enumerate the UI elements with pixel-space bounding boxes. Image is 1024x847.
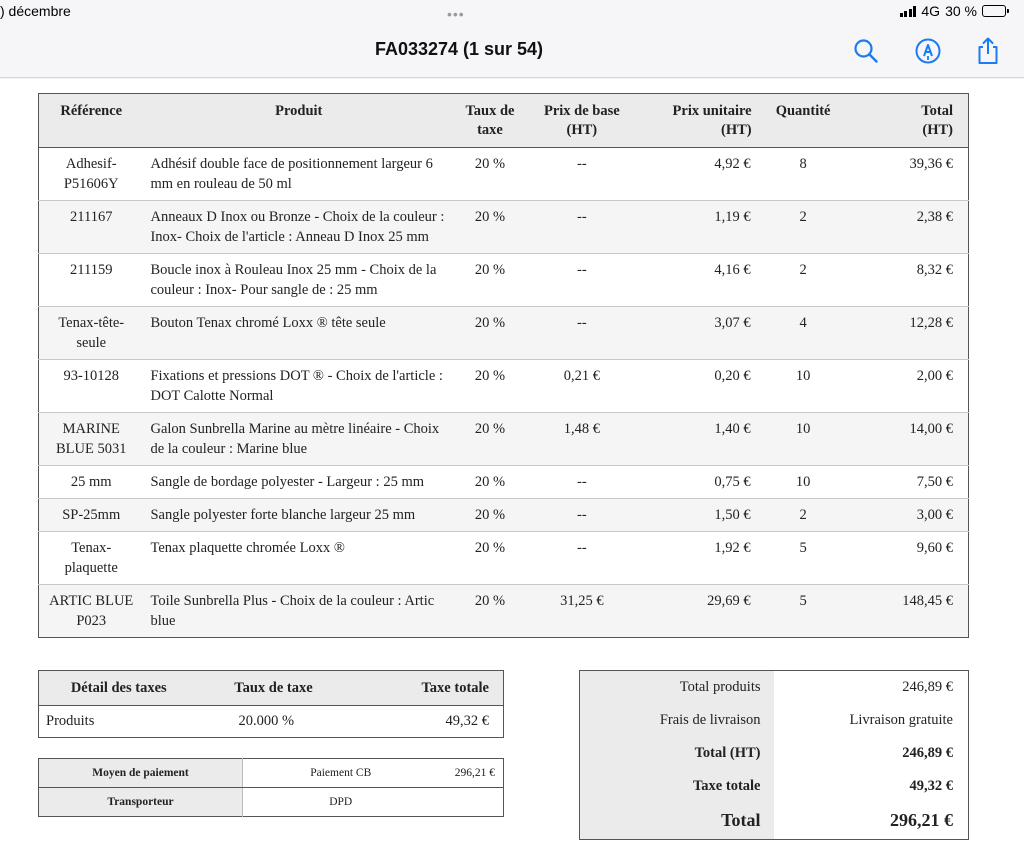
cell-total: 3,00 € — [849, 499, 969, 532]
header-product: Produit — [143, 94, 454, 148]
cell-product: Boucle inox à Rouleau Inox 25 mm - Choix de la couleur : Inox- Pour sangle de : 25 mm — [143, 254, 454, 307]
grand-total-label: Total — [580, 803, 774, 840]
cell-reference: 93-10128 — [39, 360, 144, 413]
cell-quantity: 2 — [758, 201, 849, 254]
tax-row — [39, 706, 504, 738]
cell-product: Toile Sunbrella Plus - Choix de la couleur : Artic blue — [143, 585, 454, 638]
network-type: 4G — [921, 3, 941, 19]
cell-tax-rate: 20 % — [454, 307, 526, 360]
search-button[interactable] — [851, 36, 881, 66]
table-row — [39, 413, 969, 466]
markup-pen-icon — [914, 37, 942, 65]
payment-row — [39, 759, 504, 788]
cell-unit-price: 1,19 € — [638, 201, 758, 254]
cell-reference: Tenax-plaquette — [39, 532, 144, 585]
table-row — [39, 585, 969, 638]
cell-base-price: 0,21 € — [526, 360, 638, 413]
cell-tax-rate: 20 % — [454, 201, 526, 254]
grand-total-value: 296,21 € — [890, 810, 953, 831]
cell-quantity: 2 — [758, 254, 849, 307]
header-tax-rate: Taux de taxe — [199, 671, 349, 706]
summary-row — [580, 704, 969, 737]
header-tax-total: Taxe totale — [349, 671, 504, 706]
table-row — [39, 201, 969, 254]
cell-reference: SP-25mm — [39, 499, 144, 532]
cell-tax-rate: 20 % — [454, 466, 526, 499]
markup-button[interactable] — [913, 36, 943, 66]
cell-quantity: 2 — [758, 499, 849, 532]
shipping-label: Frais de livraison — [580, 704, 774, 737]
share-icon — [975, 36, 1001, 66]
cell-tax-rate: 20 % — [454, 499, 526, 532]
cell-unit-price: 0,75 € — [638, 466, 758, 499]
cell-product: Bouton Tenax chromé Loxx ® tête seule — [143, 307, 454, 360]
cell-tax-rate: 20 % — [454, 585, 526, 638]
payment-amount: 296,21 € — [439, 759, 504, 788]
invoice-items-table — [38, 93, 969, 638]
cell-base-price: -- — [526, 148, 638, 201]
table-row — [39, 532, 969, 585]
tax-label: Produits — [46, 713, 95, 729]
header-tax-rate: Taux de taxe — [454, 94, 526, 148]
total-ht-value: 246,89 € — [902, 744, 953, 761]
cell-quantity: 4 — [758, 307, 849, 360]
cell-total: 148,45 € — [849, 585, 969, 638]
nav-bar — [0, 26, 1024, 78]
summary-row — [580, 770, 969, 803]
share-button[interactable] — [973, 36, 1003, 66]
products-total-value: 246,89 € — [902, 678, 953, 695]
header-total: Total (HT) — [849, 94, 969, 148]
battery-percent: 30 % — [945, 3, 977, 19]
status-date: ) décembre — [0, 3, 71, 19]
cell-product: Sangle polyester forte blanche largeur 25 mm — [143, 499, 454, 532]
cell-unit-price: 1,40 € — [638, 413, 758, 466]
totals-summary-table — [579, 670, 969, 840]
cell-base-price: -- — [526, 466, 638, 499]
cell-product: Sangle de bordage polyester - Largeur : 25 mm — [143, 466, 454, 499]
payment-method-label: Moyen de paiement — [39, 759, 243, 788]
table-row — [39, 307, 969, 360]
battery-icon — [982, 5, 1006, 17]
cell-quantity: 5 — [758, 532, 849, 585]
cell-unit-price: 29,69 € — [638, 585, 758, 638]
cell-reference: Adhesif-P51606Y — [39, 148, 144, 201]
cell-base-price: 1,48 € — [526, 413, 638, 466]
cell-unit-price: 1,50 € — [638, 499, 758, 532]
cell-quantity: 10 — [758, 360, 849, 413]
cellular-signal-icon — [900, 6, 917, 17]
cell-product: Fixations et pressions DOT ® - Choix de l'article : DOT Calotte Normal — [143, 360, 454, 413]
table-row — [39, 466, 969, 499]
cell-unit-price: 1,92 € — [638, 532, 758, 585]
multitasking-dots-icon[interactable]: ••• — [447, 6, 465, 22]
cell-quantity: 10 — [758, 413, 849, 466]
cell-total: 8,32 € — [849, 254, 969, 307]
table-header-row — [39, 94, 969, 148]
table-row — [39, 499, 969, 532]
cell-quantity: 10 — [758, 466, 849, 499]
cell-tax-rate: 20 % — [454, 360, 526, 413]
cell-base-price: 31,25 € — [526, 585, 638, 638]
header-tax-detail: Détail des taxes — [39, 671, 199, 706]
cell-reference: Tenax-tête-seule — [39, 307, 144, 360]
payment-table — [38, 758, 504, 817]
cell-quantity: 8 — [758, 148, 849, 201]
summary-row — [580, 737, 969, 770]
header-base-price: Prix de base (HT) — [526, 94, 638, 148]
cell-reference: 211159 — [39, 254, 144, 307]
cell-tax-rate: 20 % — [454, 413, 526, 466]
cell-base-price: -- — [526, 307, 638, 360]
document-page[interactable] — [0, 79, 1024, 847]
header-quantity: Quantité — [758, 94, 849, 148]
cell-unit-price: 3,07 € — [638, 307, 758, 360]
table-row — [39, 148, 969, 201]
cell-quantity: 5 — [758, 585, 849, 638]
cell-base-price: -- — [526, 201, 638, 254]
cell-tax-rate: 20 % — [454, 532, 526, 585]
header-reference: Référence — [39, 94, 144, 148]
cell-total: 2,00 € — [849, 360, 969, 413]
cell-base-price: -- — [526, 254, 638, 307]
total-ht-label: Total (HT) — [580, 737, 774, 770]
status-indicators — [900, 3, 1006, 19]
tax-total-value: 49,32 € — [909, 777, 953, 794]
cell-reference: 211167 — [39, 201, 144, 254]
cell-total: 7,50 € — [849, 466, 969, 499]
tax-total: 49,32 € — [445, 713, 489, 729]
cell-total: 39,36 € — [849, 148, 969, 201]
cell-reference: 25 mm — [39, 466, 144, 499]
header-unit-price: Prix unitaire (HT) — [638, 94, 758, 148]
cell-base-price: -- — [526, 499, 638, 532]
tax-total-label: Taxe totale — [580, 770, 774, 803]
cell-base-price: -- — [526, 532, 638, 585]
products-total-label: Total produits — [580, 671, 774, 704]
cell-reference: ARTIC BLUE P023 — [39, 585, 144, 638]
cell-tax-rate: 20 % — [454, 254, 526, 307]
cell-total: 2,38 € — [849, 201, 969, 254]
cell-product: Galon Sunbrella Marine au mètre linéaire - Choix de la couleur : Marine blue — [143, 413, 454, 466]
cell-product: Anneaux D Inox ou Bronze - Choix de la couleur : Inox- Choix de l'article : Anneau D Inox 25 mm — [143, 201, 454, 254]
table-row — [39, 254, 969, 307]
cell-total: 12,28 € — [849, 307, 969, 360]
cell-total: 14,00 € — [849, 413, 969, 466]
tax-rate: 20.000 % — [238, 713, 295, 729]
cell-product: Adhésif double face de positionnement largeur 6 mm en rouleau de 50 ml — [143, 148, 454, 201]
tax-detail-table — [38, 670, 504, 738]
cell-total: 9,60 € — [849, 532, 969, 585]
cell-reference: MARINE BLUE 5031 — [39, 413, 144, 466]
document-title: FA033274 (1 sur 54) — [374, 39, 544, 59]
table-row — [39, 360, 969, 413]
cell-unit-price: 4,92 € — [638, 148, 758, 201]
search-icon — [853, 38, 879, 64]
cell-unit-price: 4,16 € — [638, 254, 758, 307]
carrier-label: Transporteur — [39, 788, 243, 817]
carrier-value: DPD — [329, 796, 353, 808]
payment-method-value: Paiement CB — [243, 759, 439, 788]
cell-product: Tenax plaquette chromée Loxx ® — [143, 532, 454, 585]
summary-row — [580, 671, 969, 704]
grand-total-row — [580, 803, 969, 840]
shipping-value: Livraison gratuite — [849, 711, 953, 728]
tax-header-row — [39, 671, 504, 706]
carrier-row — [39, 788, 504, 817]
cell-unit-price: 0,20 € — [638, 360, 758, 413]
cell-tax-rate: 20 % — [454, 148, 526, 201]
status-bar — [0, 0, 1024, 26]
